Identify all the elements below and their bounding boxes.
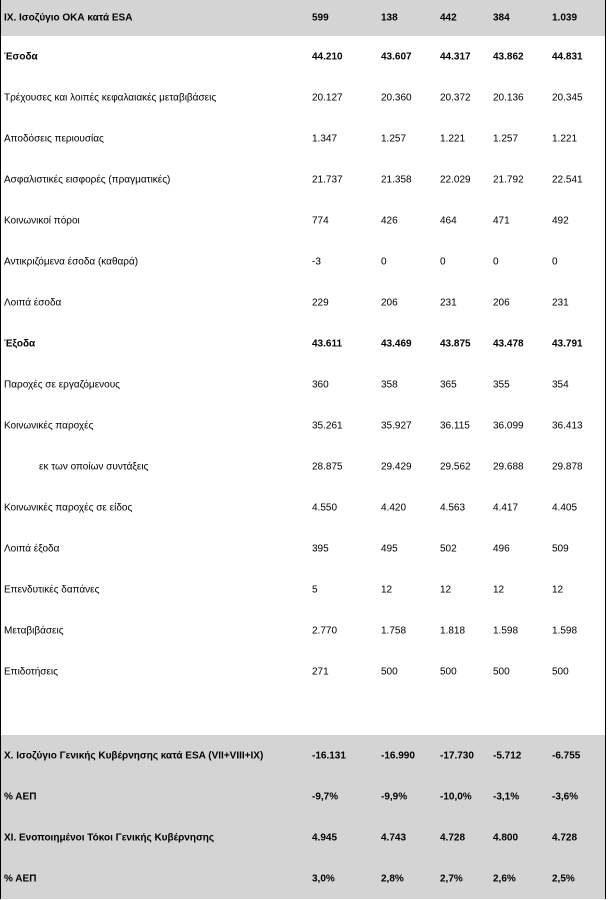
table-row [1, 610, 605, 651]
value-cell: 44.210 [312, 51, 343, 62]
table-row [1, 77, 605, 118]
row-label: Μεταβιβάσεις [4, 625, 64, 636]
value-cell: 360 [312, 379, 329, 390]
value-cell: 36.099 [493, 420, 524, 431]
value-cell: -3,6% [552, 791, 579, 802]
value-cell: -3,1% [493, 791, 520, 802]
row-label: Αντικριζόμενα έσοδα (καθαρά) [4, 256, 139, 267]
value-cell: 20.372 [440, 92, 471, 103]
value-cell: 365 [440, 379, 457, 390]
value-cell: 1.598 [552, 625, 578, 636]
value-cell: 12 [552, 584, 564, 595]
value-cell: 774 [312, 215, 329, 226]
value-cell: 3,0% [312, 873, 335, 884]
table-row [1, 651, 605, 692]
value-cell: 2,5% [552, 873, 575, 884]
value-cell: 500 [440, 666, 457, 677]
value-cell: 271 [312, 666, 329, 677]
table-row-x-government-balance [1, 735, 605, 776]
row-label: Επενδυτικές δαπάνες [4, 584, 100, 595]
value-cell: 29.878 [552, 461, 583, 472]
value-cell: 1.257 [493, 133, 519, 144]
value-cell: 21.737 [312, 174, 343, 185]
value-cell: 1.347 [312, 133, 338, 144]
value-cell: -6.755 [552, 750, 581, 761]
table-row [1, 528, 605, 569]
value-cell: 12 [493, 584, 505, 595]
value-cell: 464 [440, 215, 457, 226]
value-cell: 426 [381, 215, 398, 226]
value-cell: -9,7% [312, 791, 339, 802]
value-cell: 20.345 [552, 92, 583, 103]
value-cell: 206 [493, 297, 510, 308]
value-cell: 29.688 [493, 461, 524, 472]
value-cell: 44.831 [552, 51, 583, 62]
value-cell: 4.550 [312, 502, 338, 513]
value-cell: 0 [381, 256, 387, 267]
value-cell: 500 [493, 666, 510, 677]
value-cell: 2,7% [440, 873, 463, 884]
value-cell: 471 [493, 215, 510, 226]
table-row-expenditure [1, 323, 605, 364]
value-cell: 4.728 [440, 832, 466, 843]
value-cell: 502 [440, 543, 457, 554]
row-label: % ΑΕΠ [4, 873, 37, 884]
value-cell: 36.115 [440, 420, 470, 431]
row-label: εκ των οποίων συντάξεις [39, 461, 149, 472]
value-cell: 43.469 [381, 338, 412, 349]
value-cell: 20.136 [493, 92, 524, 103]
value-cell: 20.127 [312, 92, 343, 103]
table-row [1, 118, 605, 159]
value-cell: 206 [381, 297, 398, 308]
value-cell: 496 [493, 543, 510, 554]
row-label: Έσοδα [4, 51, 38, 62]
table-row-indented [1, 446, 605, 487]
value-cell: 509 [552, 543, 569, 554]
row-label: Λοιπά έξοδα [4, 543, 60, 554]
table-row [1, 487, 605, 528]
value-cell: 35.927 [381, 420, 412, 431]
value-cell: 1.221 [440, 133, 466, 144]
value-cell: 22.541 [552, 174, 583, 185]
value-cell: 4.563 [440, 502, 466, 513]
value-cell: 1.598 [493, 625, 519, 636]
row-label: X. Ισοζύγιο Γενικής Κυβέρνησης κατά ESA (VII+VIII+IX) [4, 750, 264, 761]
value-cell: 2,6% [493, 873, 516, 884]
value-cell: 384 [493, 12, 510, 24]
value-cell: 1.039 [552, 12, 578, 24]
value-cell: 43.862 [493, 51, 524, 62]
row-label: Τρέχουσες και λοιπές κεφαλαιακές μεταβιβάσεις [4, 92, 217, 103]
value-cell: 4.800 [493, 832, 519, 843]
value-cell: 354 [552, 379, 569, 390]
value-cell: 43.607 [381, 51, 412, 62]
value-cell: -16.990 [381, 750, 415, 761]
value-cell: 44.317 [440, 51, 471, 62]
value-cell: 500 [552, 666, 569, 677]
value-cell: 43.875 [440, 338, 471, 349]
value-cell: 1.818 [440, 625, 466, 636]
row-label: % ΑΕΠ [4, 791, 37, 802]
row-label: Ασφαλιστικές εισφορές (πραγματικές) [4, 174, 171, 185]
value-cell: 0 [440, 256, 446, 267]
value-cell: 12 [381, 584, 393, 595]
table-row-xi-interest [1, 817, 605, 858]
table-row-pct-gdp-interest [1, 858, 605, 899]
value-cell: 4.417 [493, 502, 519, 513]
value-cell: 395 [312, 543, 329, 554]
row-label: Κοινωνικοί πόροι [4, 215, 80, 226]
table-row-revenue [1, 36, 605, 77]
value-cell: 22.029 [440, 174, 471, 185]
value-cell: 12 [440, 584, 452, 595]
value-cell: -16.131 [312, 750, 346, 761]
value-cell: 36.413 [552, 420, 583, 431]
value-cell: 4.743 [381, 832, 407, 843]
table-row [1, 159, 605, 200]
value-cell: -9,9% [381, 791, 408, 802]
table-row [1, 282, 605, 323]
value-cell: 4.405 [552, 502, 578, 513]
value-cell: 4.420 [381, 502, 407, 513]
value-cell: 1.257 [381, 133, 407, 144]
row-label: Κοινωνικές παροχές σε είδος [4, 502, 133, 513]
row-label: XI. Ενοποιημένοι Τόκοι Γενικής Κυβέρνησης [4, 832, 215, 843]
value-cell: 28.875 [312, 461, 343, 472]
value-cell: 29.429 [381, 461, 412, 472]
table-row-ix-oka-balance [1, 0, 605, 36]
table-row-pct-gdp-balance [1, 776, 605, 817]
table-row [1, 241, 605, 282]
value-cell: 355 [493, 379, 510, 390]
value-cell: -10,0% [440, 791, 472, 802]
value-cell: 21.792 [493, 174, 524, 185]
value-cell: -5.712 [493, 750, 522, 761]
row-label: IX. Ισοζύγιο ΟΚΑ κατά ESA [4, 12, 133, 24]
value-cell: -3 [312, 256, 321, 267]
table-row [1, 569, 605, 610]
value-cell: 20.360 [381, 92, 412, 103]
table-row [1, 405, 605, 446]
value-cell: 0 [493, 256, 499, 267]
value-cell: 43.611 [312, 338, 343, 349]
value-cell: 4.945 [312, 832, 338, 843]
row-label: Λοιπά έσοδα [4, 297, 62, 308]
row-label: Αποδόσεις περιουσίας [4, 133, 104, 144]
value-cell: 358 [381, 379, 398, 390]
row-label: Επιδοτήσεις [4, 666, 58, 677]
value-cell: 4.728 [552, 832, 578, 843]
value-cell: 0 [552, 256, 558, 267]
value-cell: 231 [440, 297, 457, 308]
value-cell: 442 [440, 12, 457, 24]
row-label: Παροχές σε εργαζόμενους [4, 379, 120, 390]
value-cell: 495 [381, 543, 398, 554]
value-cell: 5 [312, 584, 318, 595]
value-cell: 2,8% [381, 873, 404, 884]
value-cell: 1.758 [381, 625, 407, 636]
table-row [1, 364, 605, 405]
row-label: Έξοδα [4, 338, 36, 349]
value-cell: -17.730 [440, 750, 474, 761]
value-cell: 43.478 [493, 338, 524, 349]
value-cell: 1.221 [552, 133, 578, 144]
value-cell: 21.358 [381, 174, 412, 185]
value-cell: 229 [312, 297, 329, 308]
value-cell: 43.791 [552, 338, 583, 349]
value-cell: 492 [552, 215, 569, 226]
value-cell: 2.770 [312, 625, 338, 636]
value-cell: 29.562 [440, 461, 471, 472]
value-cell: 35.261 [312, 420, 343, 431]
table-row [1, 200, 605, 241]
row-label: Κοινωνικές παροχές [4, 420, 94, 431]
value-cell: 231 [552, 297, 569, 308]
value-cell: 500 [381, 666, 398, 677]
value-cell: 138 [381, 12, 398, 24]
value-cell: 599 [312, 12, 329, 24]
